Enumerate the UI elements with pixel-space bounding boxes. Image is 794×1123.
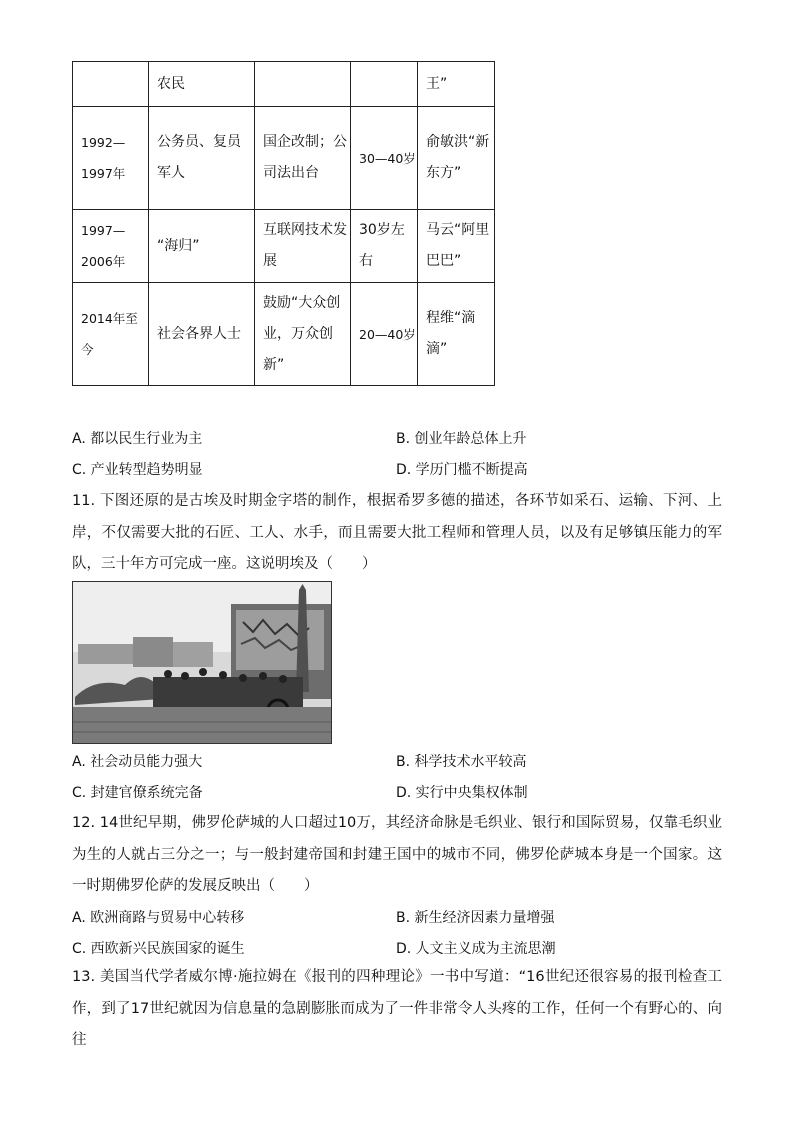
- table-cell: 1997—2006年: [73, 210, 149, 283]
- table-cell: 互联网技术发展: [255, 210, 351, 283]
- table-row: [73, 210, 495, 283]
- q11-option-c[interactable]: C. 封建官僚系统完备: [72, 785, 203, 801]
- q11-option-b[interactable]: B. 科学技术水平较高: [396, 754, 527, 770]
- table-cell: 社会各界人士: [149, 283, 255, 386]
- engraving-image: [73, 582, 331, 743]
- entrepreneurship-table: [72, 61, 495, 386]
- table-row: [73, 62, 495, 107]
- table-row: [73, 107, 495, 210]
- table-cell: [255, 62, 351, 107]
- q12-option-a[interactable]: A. 欧洲商路与贸易中心转移: [72, 910, 245, 926]
- q12-stem: 12. 14世纪早期，佛罗伦萨城的人口超过10万，其经济命脉是毛织业、银行和国际贸易，仅靠毛织业为生的人就占三分之一；与一般封建帝国和封建王国中的城市不同，佛罗伦萨城本身是一个国家。这一时期佛罗伦萨的发展反映出（ ）: [72, 815, 722, 894]
- table-cell: 20—40岁: [351, 283, 418, 386]
- q12-option-d[interactable]: D. 人文主义成为主流思潮: [396, 941, 556, 957]
- table-cell: 程维“滴滴”: [418, 283, 495, 386]
- table-row: [73, 283, 495, 386]
- q11-option-a[interactable]: A. 社会动员能力强大: [72, 754, 203, 770]
- q10-option-b[interactable]: B. 创业年龄总体上升: [396, 431, 527, 447]
- q12-option-b[interactable]: B. 新生经济因素力量增强: [396, 910, 555, 926]
- table-cell: 公务员、复员军人: [149, 107, 255, 210]
- table-cell: 30—40岁: [351, 107, 418, 210]
- q10-option-c[interactable]: C. 产业转型趋势明显: [72, 462, 203, 478]
- table-cell: 俞敏洪“新东方”: [418, 107, 495, 210]
- q12-option-c[interactable]: C. 西欧新兴民族国家的诞生: [72, 941, 245, 957]
- q13-stem: 13. 美国当代学者威尔博·施拉姆在《报刊的四种理论》一书中写道：“16世纪还很容易的报刊检查工作，到了17世纪就因为信息量的急剧膨胀而成为了一件非常令人头疼的工作，任何一个有野心的、向往: [72, 969, 722, 1048]
- table-cell: 鼓励“大众创业，万众创新”: [255, 283, 351, 386]
- pyramid-construction-illustration: [72, 581, 332, 744]
- table-cell: 王”: [418, 62, 495, 107]
- q10-option-a[interactable]: A. 都以民生行业为主: [72, 431, 203, 447]
- table-cell: “海归”: [149, 210, 255, 283]
- table-cell: [351, 62, 418, 107]
- table-cell: 30岁左右: [351, 210, 418, 283]
- table-cell: 国企改制；公司法出台: [255, 107, 351, 210]
- q10-option-d[interactable]: D. 学历门槛不断提高: [396, 462, 528, 478]
- table-cell: 马云“阿里巴巴”: [418, 210, 495, 283]
- table-cell: 农民: [149, 62, 255, 107]
- q11-option-d[interactable]: D. 实行中央集权体制: [396, 785, 528, 801]
- table-cell: 1992—1997年: [73, 107, 149, 210]
- table-cell: [73, 62, 149, 107]
- table-cell: 2014年至今: [73, 283, 149, 386]
- q11-stem: 11. 下图还原的是古埃及时期金字塔的制作，根据希罗多德的描述，各环节如采石、运输、下河、上岸，不仅需要大批的石匠、工人、水手，而且需要大批工程师和管理人员，以及有足够镇压能力的军队，三十年方可完成一座。这说明埃及（ ）: [72, 493, 722, 572]
